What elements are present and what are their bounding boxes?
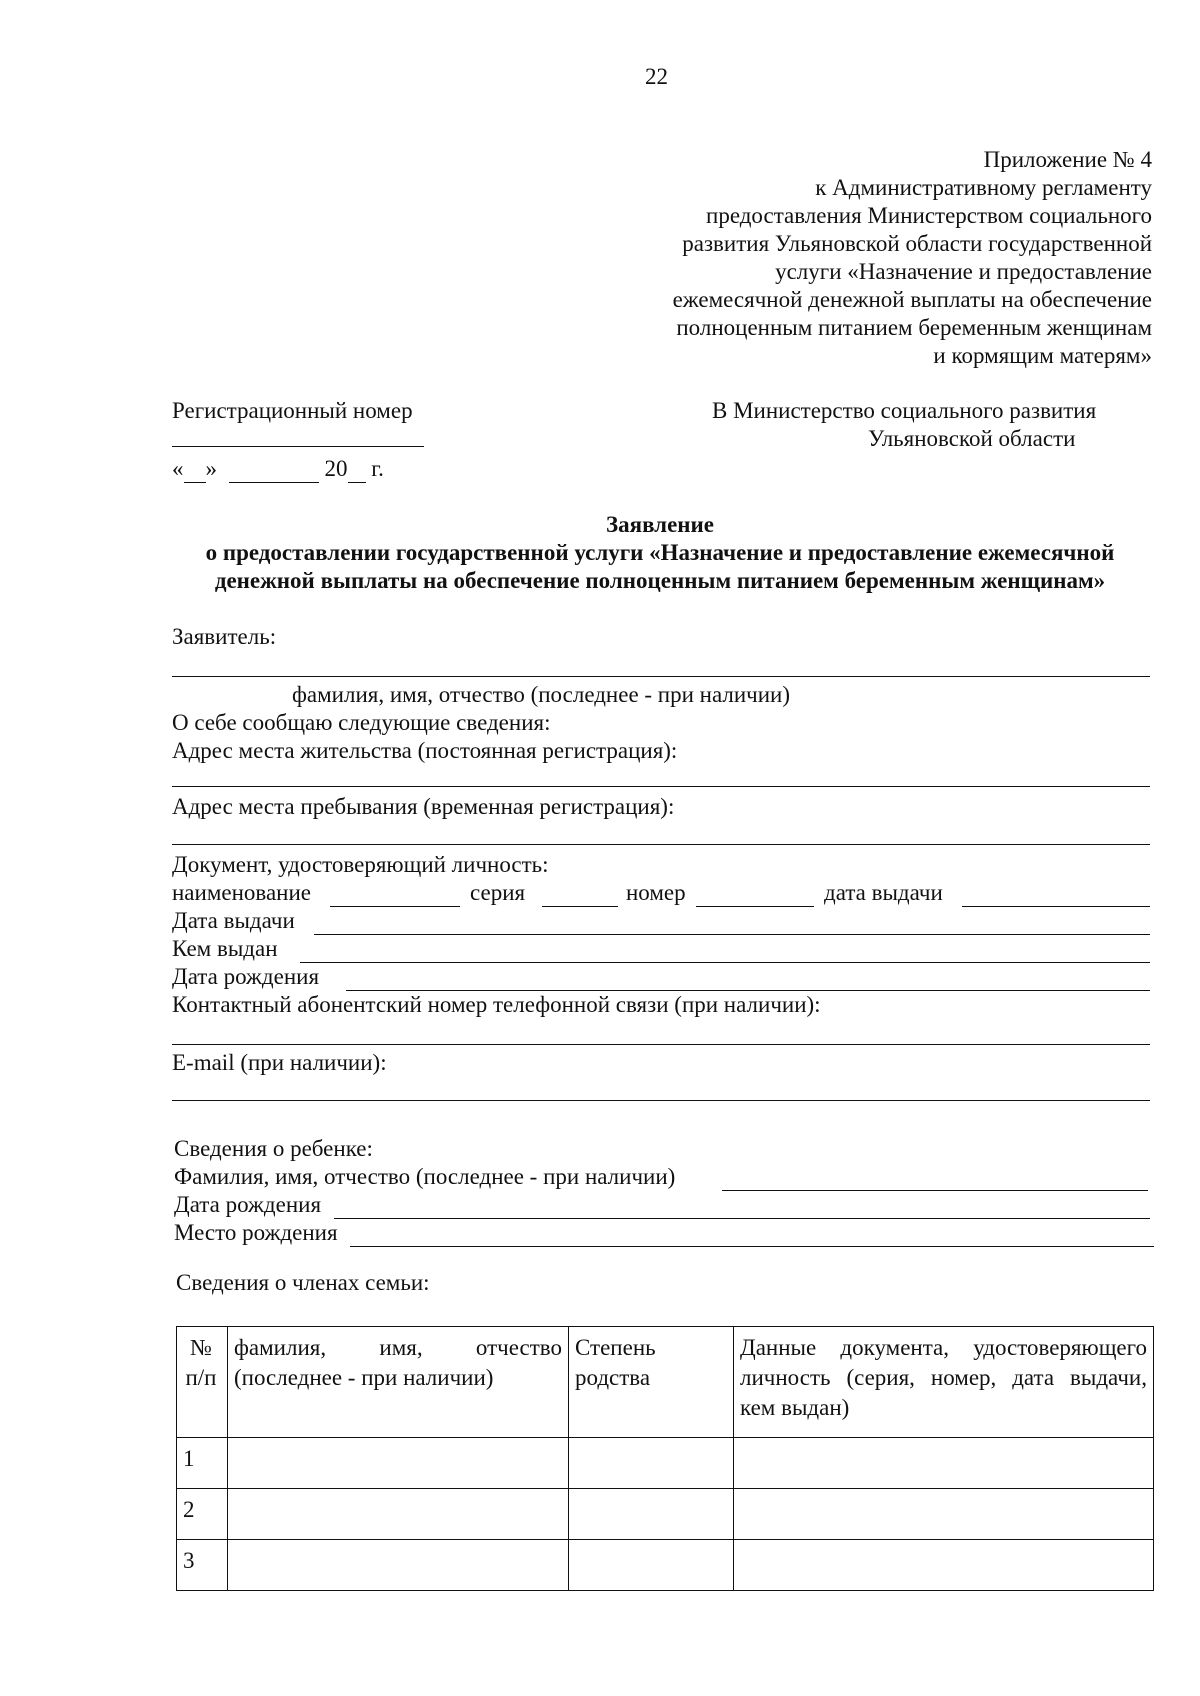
header-doc-line-2 xyxy=(740,1363,1147,1393)
header-doc-word: дата xyxy=(1012,1365,1055,1390)
appendix-line: ежемесячной денежной выплаты на обеспечение xyxy=(672,287,1152,312)
email-field[interactable] xyxy=(172,1100,1150,1101)
row-number: 3 xyxy=(177,1540,228,1591)
header-doc-word: (серия, xyxy=(846,1365,915,1390)
email-label: E-mail (при наличии): xyxy=(172,1050,387,1075)
header-relation-text: Степень родства xyxy=(575,1335,656,1390)
issued-by-label: Кем выдан xyxy=(172,936,278,961)
header-name xyxy=(228,1327,569,1438)
appendix-line: услуги «Назначение и предоставление xyxy=(775,259,1152,284)
header-name-word: отчество xyxy=(475,1335,562,1360)
doc-name-field[interactable] xyxy=(330,906,460,907)
header-name-word: имя, xyxy=(379,1335,423,1360)
number-label: номер xyxy=(626,880,686,905)
registration-number-field[interactable] xyxy=(172,446,424,447)
date-open-quote: « xyxy=(172,456,184,481)
child-birth-date-label: Дата рождения xyxy=(174,1192,322,1217)
appendix-line: Приложение № 4 xyxy=(983,147,1152,172)
header-name-line-2: (последнее - при наличии) xyxy=(234,1365,494,1390)
month-blank[interactable] xyxy=(229,456,319,483)
header-num xyxy=(177,1327,228,1438)
row-name-cell[interactable] xyxy=(228,1540,569,1591)
child-birth-date-field[interactable] xyxy=(334,1218,1150,1219)
issue-date-inline-field[interactable] xyxy=(962,906,1150,907)
appendix-line: предоставления Министерством социального xyxy=(706,203,1152,228)
residence-label: Адрес места жительства (постоянная регистрация): xyxy=(172,738,678,763)
family-table xyxy=(176,1326,1154,1591)
applicant-label: Заявитель: xyxy=(172,624,277,649)
addressee-line-2: Ульяновской области xyxy=(868,426,1076,451)
doc-subtitle-2: денежной выплаты на обеспечение полноценным питанием беременным женщинам» xyxy=(214,568,1106,593)
header-doc-word: личность xyxy=(740,1365,831,1390)
child-label: Сведения о ребенке: xyxy=(174,1136,373,1161)
birth-date-field[interactable] xyxy=(346,990,1150,991)
applicant-name-field[interactable] xyxy=(172,676,1150,677)
child-birth-place-field[interactable] xyxy=(350,1246,1154,1247)
date-close-quote: » xyxy=(205,456,217,481)
addressee-line-1: В Министерство социального развития xyxy=(712,398,1097,423)
phone-field[interactable] xyxy=(172,1044,1150,1045)
table-row xyxy=(177,1438,1154,1489)
row-doc-cell[interactable] xyxy=(734,1540,1154,1591)
applicant-name-caption: фамилия, имя, отчество (последнее - при наличии) xyxy=(292,682,791,707)
year-blank[interactable] xyxy=(348,456,366,483)
appendix-line: полноценным питанием беременным женщинам xyxy=(676,315,1152,340)
header-doc-word: удостоверяющего xyxy=(973,1335,1147,1360)
year-suffix: г. xyxy=(371,456,384,481)
page-number: 22 xyxy=(645,64,668,89)
header-name-line-1 xyxy=(234,1333,562,1363)
issue-date-inline-label: дата выдачи xyxy=(824,880,943,905)
applicant-intro: О себе сообщаю следующие сведения: xyxy=(172,710,551,735)
row-relation-cell[interactable] xyxy=(569,1438,734,1489)
header-doc-line-3: кем выдан) xyxy=(740,1395,850,1420)
stay-label: Адрес места пребывания (временная регистрация): xyxy=(172,794,675,819)
phone-label: Контактный абонентский номер телефонной связи (при наличии): xyxy=(172,992,821,1017)
appendix-line: к Административному регламенту xyxy=(815,175,1152,200)
table-row xyxy=(177,1489,1154,1540)
child-name-label: Фамилия, имя, отчество (последнее - при наличии) xyxy=(174,1164,676,1189)
stay-field[interactable] xyxy=(172,844,1150,845)
series-field[interactable] xyxy=(542,906,618,907)
registration-label: Регистрационный номер xyxy=(172,398,413,423)
residence-field[interactable] xyxy=(172,786,1150,787)
number-field[interactable] xyxy=(696,906,814,907)
id-doc-label: Документ, удостоверяющий личность: xyxy=(172,852,549,877)
registration-date xyxy=(172,456,384,483)
row-number: 2 xyxy=(177,1489,228,1540)
header-doc-word: Данные xyxy=(740,1335,817,1360)
header-doc-word: документа, xyxy=(840,1335,950,1360)
appendix-line: и кормящим матерям» xyxy=(933,343,1152,368)
issued-by-field[interactable] xyxy=(300,962,1150,963)
year-prefix: 20 xyxy=(324,456,348,481)
child-birth-place-label: Место рождения xyxy=(174,1220,338,1245)
appendix-line: развития Ульяновской области государственной xyxy=(682,231,1152,256)
row-name-cell[interactable] xyxy=(228,1489,569,1540)
row-doc-cell[interactable] xyxy=(734,1489,1154,1540)
appendix-block xyxy=(592,146,1152,370)
header-name-word: фамилия, xyxy=(234,1335,327,1360)
family-table-header xyxy=(177,1327,1154,1438)
row-relation-cell[interactable] xyxy=(569,1489,734,1540)
header-doc-word: выдачи, xyxy=(1070,1365,1147,1390)
day-blank[interactable] xyxy=(184,456,206,483)
table-row xyxy=(177,1540,1154,1591)
header-doc xyxy=(734,1327,1154,1438)
header-doc-line-1 xyxy=(740,1333,1147,1363)
issue-date-label: Дата выдачи xyxy=(172,908,295,933)
header-relation xyxy=(569,1327,734,1438)
header-doc-word: номер, xyxy=(930,1365,997,1390)
family-label: Сведения о членах семьи: xyxy=(176,1270,430,1295)
birth-date-label: Дата рождения xyxy=(172,964,320,989)
doc-subtitle-1: о предоставлении государственной услуги «Назначение и предоставление ежемесячной xyxy=(205,540,1115,565)
row-number: 1 xyxy=(177,1438,228,1489)
row-relation-cell[interactable] xyxy=(569,1540,734,1591)
series-label: серия xyxy=(470,880,526,905)
row-name-cell[interactable] xyxy=(228,1438,569,1489)
issue-date-field[interactable] xyxy=(314,934,1150,935)
doc-title: Заявление xyxy=(605,512,715,537)
doc-name-label: наименование xyxy=(172,880,311,905)
child-name-field[interactable] xyxy=(722,1190,1148,1191)
row-doc-cell[interactable] xyxy=(734,1438,1154,1489)
header-num-text: № п/п xyxy=(185,1335,217,1390)
